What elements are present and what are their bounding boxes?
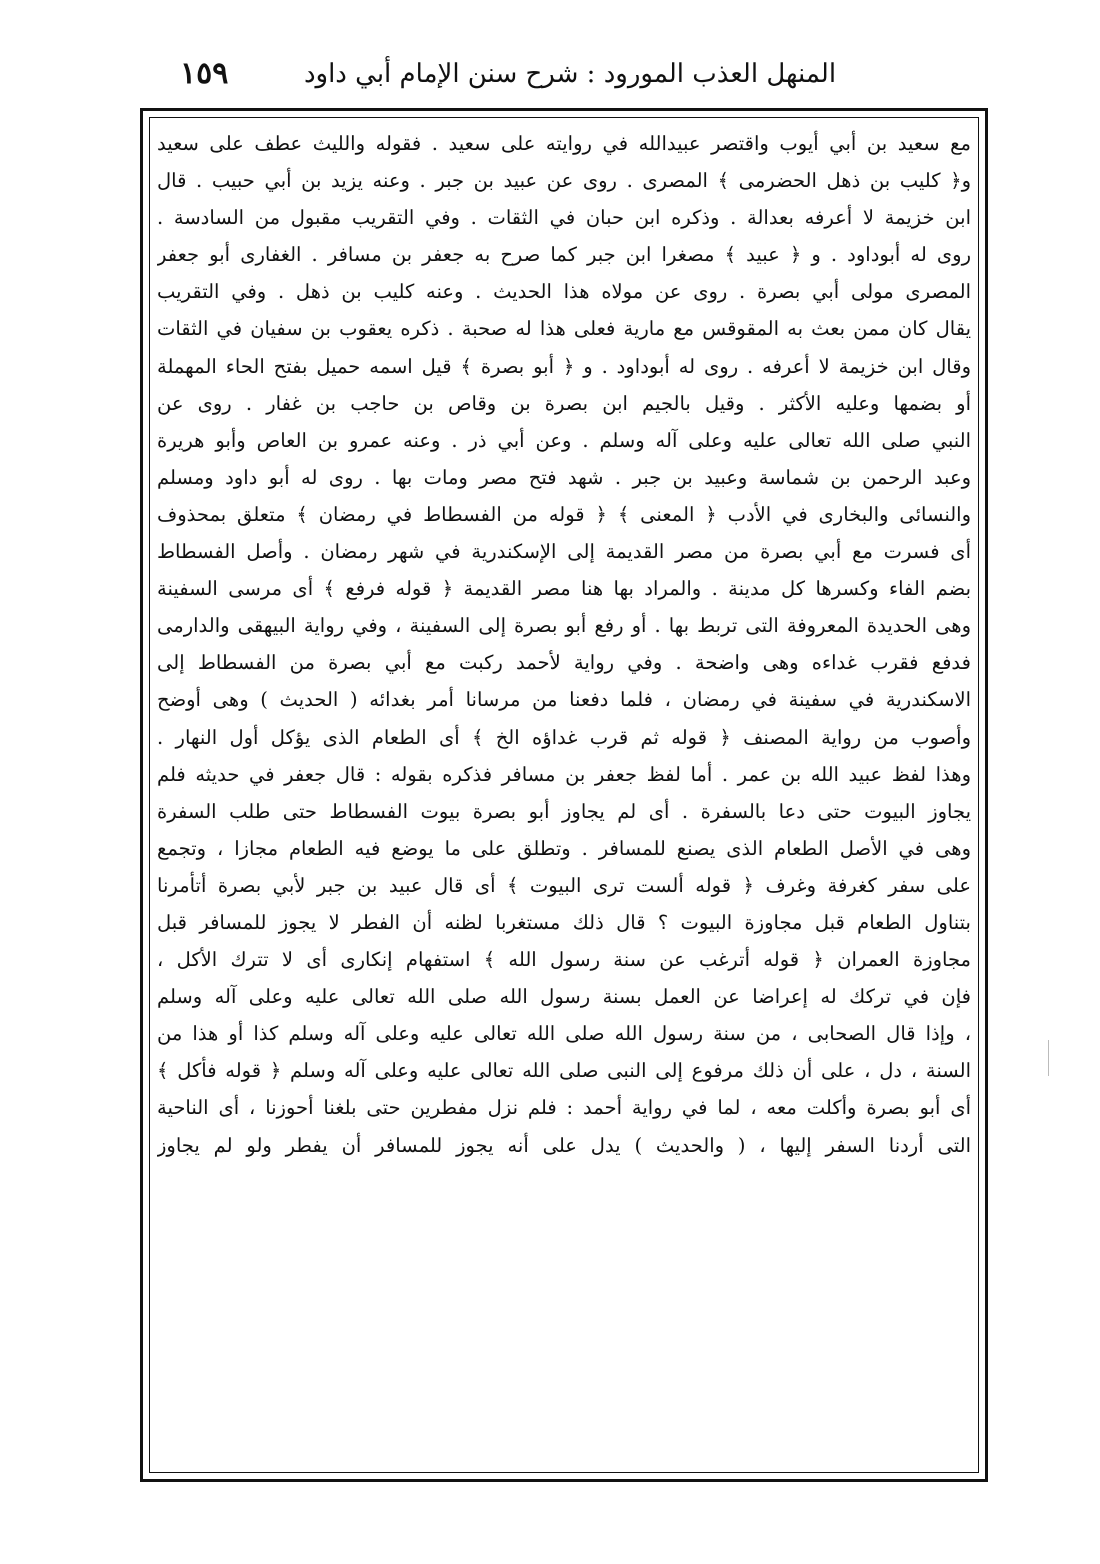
- text-line: [157, 1423, 971, 1460]
- text-line: السنة ، دل ، على أن ذلك مرفوع إلى النبى صلى الله تعالى عليه وعلى آله وسلم ﴿ قوله فأكل ﴾: [157, 1059, 971, 1083]
- text-line: فإن في تركك له إعراضا عن العمل بسنة رسول الله صلى الله تعالى عليه وعلى آله وسلم: [157, 985, 971, 1009]
- text-line: والنسائى والبخارى في الأدب ﴿ المعنى ﴾ ﴿ قوله من الفسطاط في رمضان ﴾ متعلق بمحذوف: [157, 502, 971, 526]
- text-line: [157, 1238, 971, 1275]
- text-line: يقال كان ممن بعث به المقوقس مع مارية فعلى هذا له صحبة . ذكره يعقوب بن سفيان في الثقات: [157, 317, 971, 341]
- text-line: وأصوب من رواية المصنف ﴿ قوله ثم قرب غداؤه الخ ﴾ أى الطعام الذى يؤكل أول النهار .: [157, 725, 971, 749]
- text-line: وهى الحديدة المعروفة التى تربط بها . أو رفع أبو بصرة إلى السفينة ، وفي رواية البيهقى والدارمى: [157, 614, 971, 638]
- text-line: مجاوزة العمران ﴿ قوله أترغب عن سنة رسول الله ﴾ استفهام إنكارى أى لا تترك الأكل ،: [157, 948, 971, 972]
- text-line: وقال ابن خزيمة لا أعرفه . روى له أبوداود . و ﴿ أبو بصرة ﴾ قيل اسمه حميل بفتح الحاء المهملة: [157, 354, 971, 378]
- text-line: النبي صلى الله تعالى عليه وعلى آله وسلم . وعن أبي ذر . وعنه عمرو بن العاص وأبو هريرة: [157, 428, 971, 452]
- text-line: ، وإذا قال الصحابى ، من سنة رسول الله صلى الله تعالى عليه وعلى آله وسلم كذا أو هذا من: [157, 1022, 971, 1046]
- running-title: المنهل العذب المورود : شرح سنن الإمام أبي داود: [303, 59, 837, 89]
- text-line: مع سعيد بن أبي أيوب واقتصر عبيدالله في روايته على سعيد . فقوله والليث عطف على سعيد: [157, 132, 971, 155]
- text-line: أى فسرت مع أبي بصرة من مصر القديمة إلى الإسكندرية في شهر رمضان . وأصل الفسطاط: [157, 540, 971, 564]
- text-line: بتناول الطعام قبل مجاوزة البيوت ؟ قال ذلك مستغربا لظنه أن الفطر لا يجوز للمسافر قبل: [157, 910, 971, 934]
- text-line: وهذا لفظ عبيد الله بن عمر . أما لفظ جعفر بن مسافر فذكره بقوله : قال جعفر في حديثه فلم: [157, 762, 971, 786]
- text-line: على سفر كغرفة وغرف ﴿ قوله ألست ترى البيوت ﴾ أى قال عبيد بن جبر لأبي بصرة أتأمرنا: [157, 873, 971, 897]
- text-line: بضم الفاء وكسرها كل مدينة . والمراد بها هنا مصر القديمة ﴿ قوله فرفع ﴾ أى مرسى السفينة: [157, 577, 971, 601]
- text-line: وعبد الرحمن بن شماسة وعبيد بن جبر . شهد فتح مصر ومات بها . روى له أبو داود ومسلم: [157, 465, 971, 489]
- text-line: [157, 1275, 971, 1312]
- text-line: [157, 1164, 971, 1201]
- text-line: الاسكندرية في سفينة في رمضان ، فلما دفعنا من مرسانا أمر بغدائه ( الحديث ) وهى أوضح: [157, 688, 971, 712]
- text-line: أى أبو بصرة وأكلت معه ، لما في رواية أحمد : فلم نزل مفطرين حتى بلغنا أحوزنا ، أى الناحية: [157, 1096, 971, 1120]
- text-line: [157, 1201, 971, 1238]
- text-line: وهى في الأصل الطعام الذى يصنع للمسافر . وتطلق على ما يوضع فيه الطعام مجازا ، وتجمع: [157, 836, 971, 860]
- text-line: فدفع فقرب غداءه وهى واضحة . وفي رواية لأحمد ركبت مع أبي بصرة من الفسطاط إلى: [157, 651, 971, 675]
- page-number: ١٥٩: [180, 56, 229, 91]
- text-frame: [140, 108, 988, 1482]
- page-header: [140, 52, 960, 100]
- text-line: و﴿ كليب بن ذهل الحضرمى ﴾ المصرى . روى عن عبيد بن جبر . وعنه يزيد بن أبي حبيب . قال: [157, 169, 971, 193]
- text-line: أو بضمها وعليه الأكثر . وقيل بالجيم ابن بصرة بن وقاص بن حاجب بن غفار . روى عن: [157, 391, 971, 415]
- scan-mark: [1048, 1040, 1049, 1076]
- text-line: التى أردنا السفر إليها ، ( والحديث ) يدل على أنه يجوز للمسافر أن يفطر ولو لم يجاوز: [157, 1133, 971, 1157]
- text-line: ابن خزيمة لا أعرفه بعدالة . وذكره ابن حبان في الثقات . وفي التقريب مقبول من السادسة .: [157, 206, 971, 230]
- commentary-body: [157, 125, 971, 1460]
- text-line: روى له أبوداود . و ﴿ عبيد ﴾ مصغرا ابن جبر كما صرح به جعفر بن مسافر . الغفارى أبو جعفر: [157, 243, 971, 267]
- text-line: [157, 1312, 971, 1349]
- text-line: يجاوز البيوت حتى دعا بالسفرة . أى لم يجاوز أبو بصرة بيوت الفسطاط حتى طلب السفرة: [157, 799, 971, 823]
- text-line: المصرى مولى أبي بصرة . روى عن مولاه هذا الحديث . وعنه كليب بن ذهل . وفي التقريب: [157, 280, 971, 304]
- text-line: [157, 1349, 971, 1386]
- text-line: [157, 1386, 971, 1423]
